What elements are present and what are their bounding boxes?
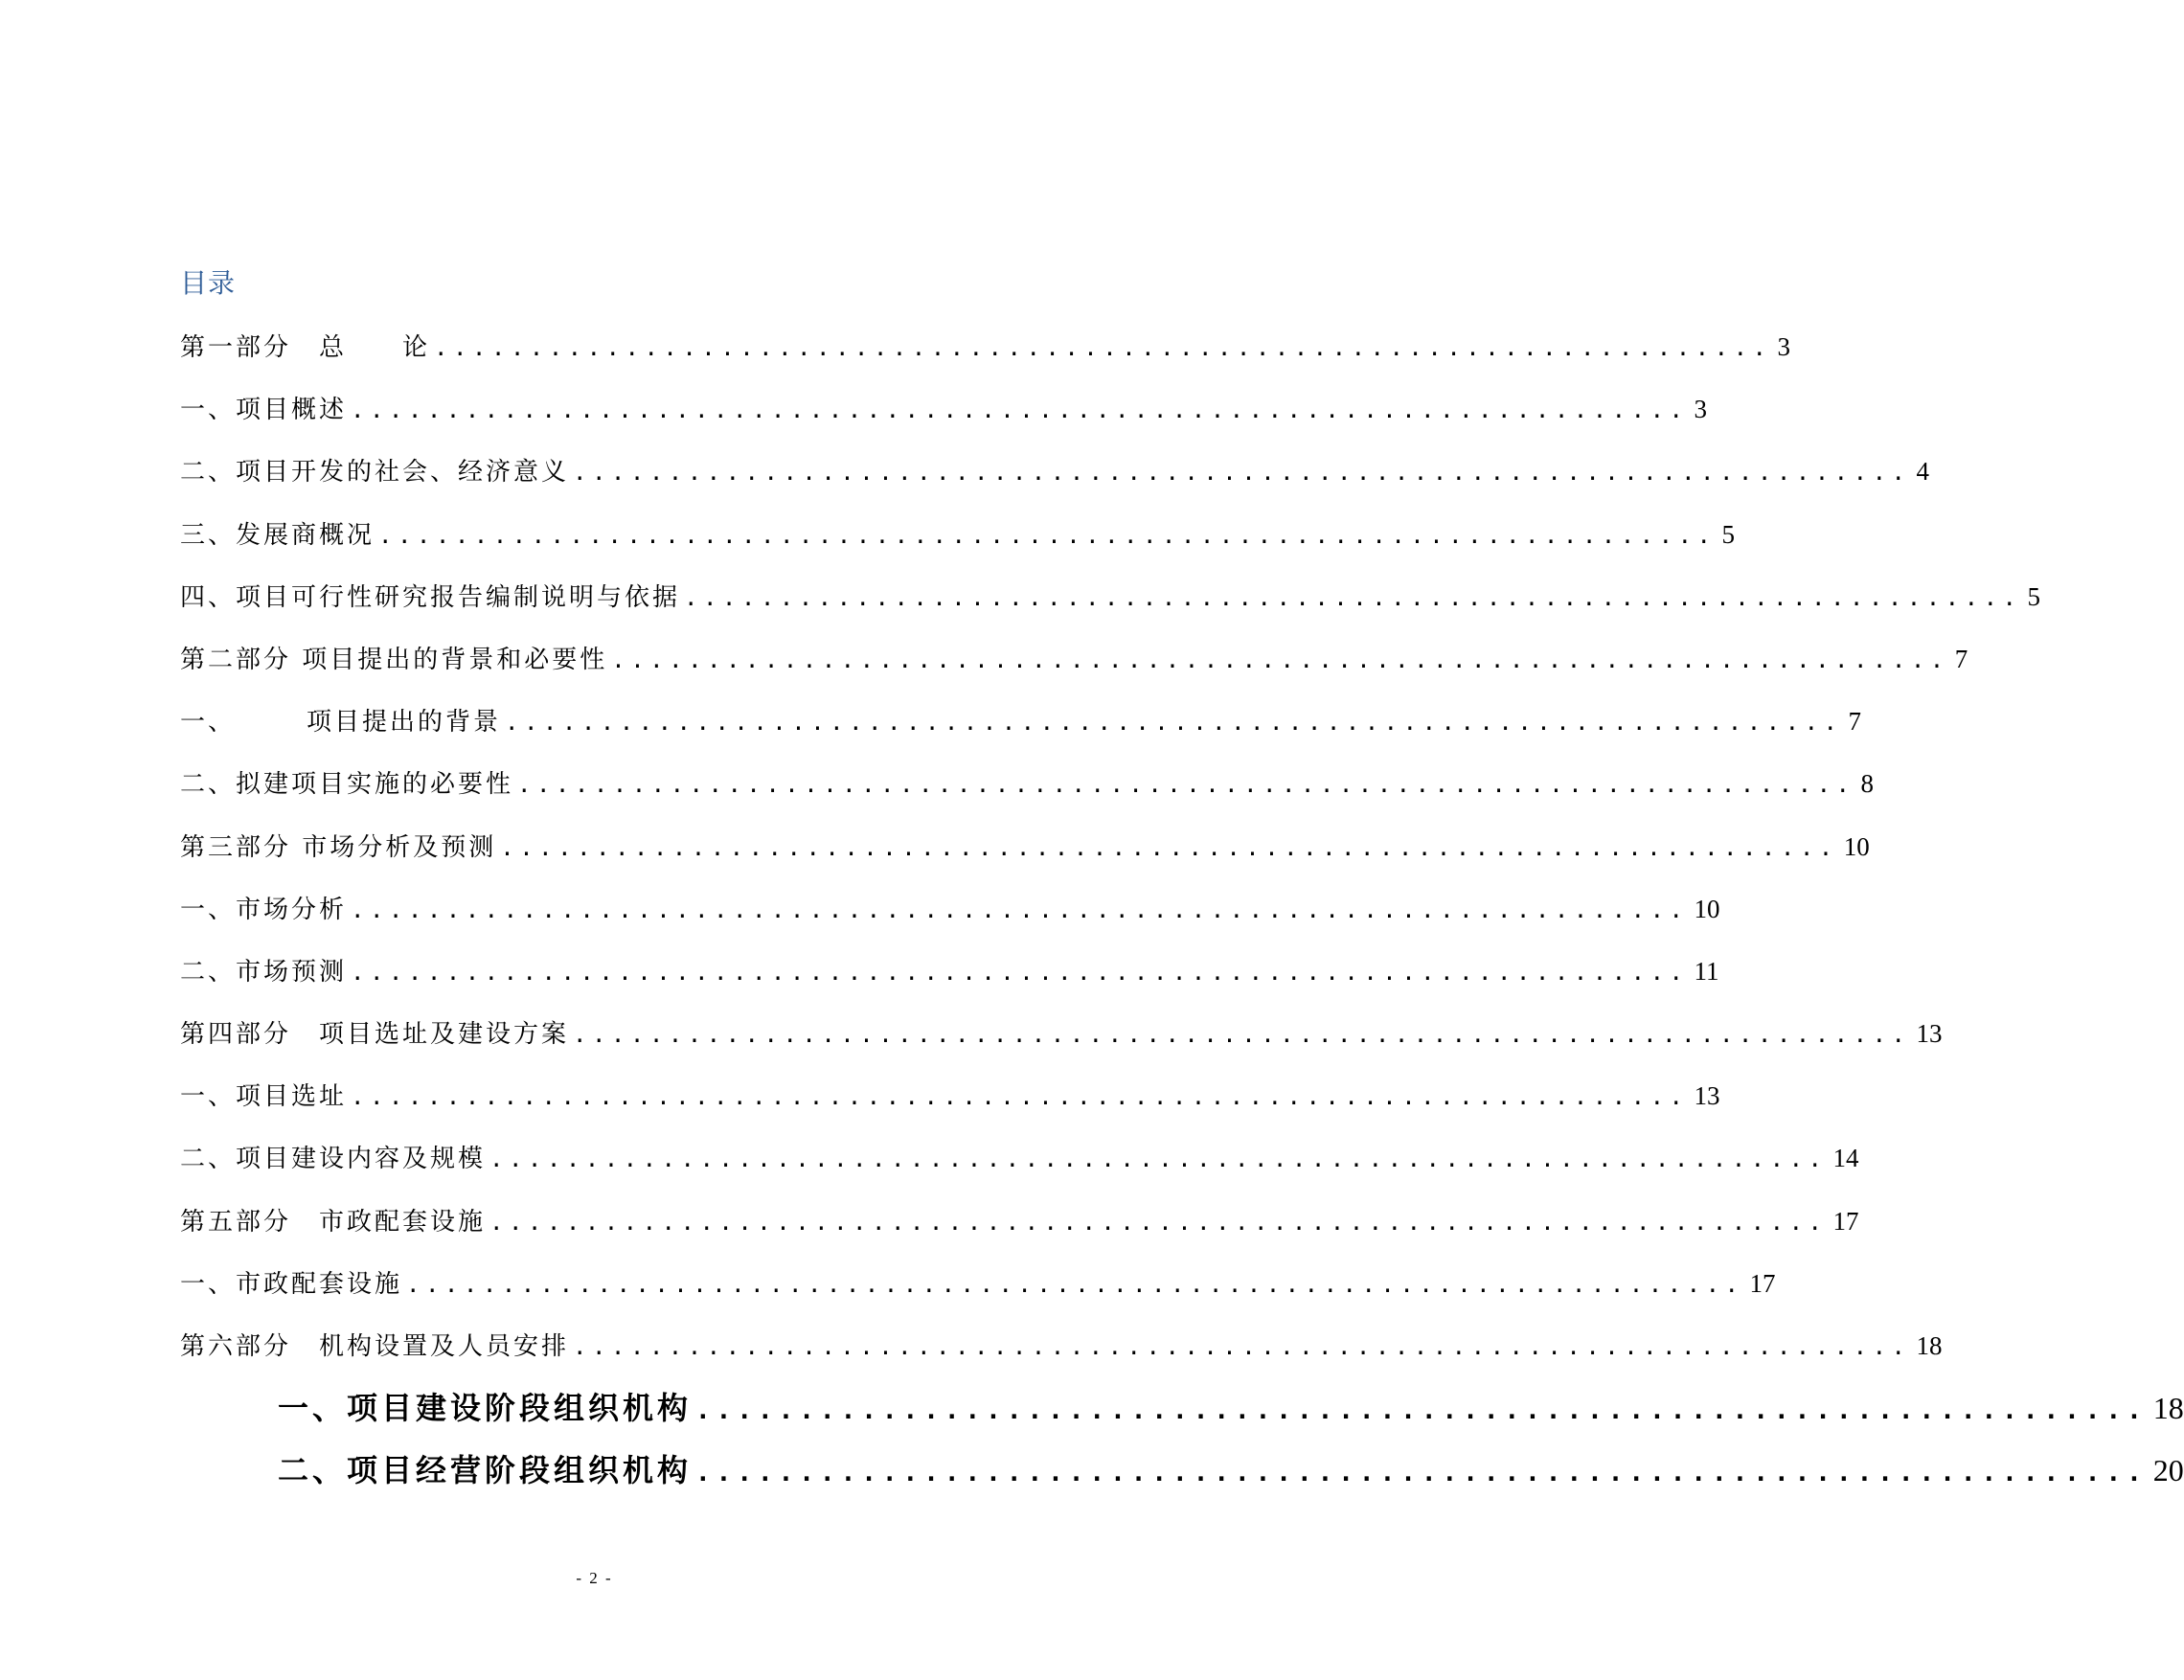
toc-entry-label: 一、项目建设阶段组织机构: [278, 1390, 693, 1427]
toc-entry[interactable]: [180, 579, 2040, 642]
toc-entry-page: 5: [2027, 581, 2040, 611]
toc-entry-page: 10: [1843, 831, 1870, 861]
toc-entry-page: 3: [1694, 395, 1707, 424]
toc-entry-page: 3: [1777, 332, 1790, 361]
toc-entry-page: 20: [2152, 1453, 2184, 1488]
toc-entry-page: 10: [1694, 894, 1720, 923]
toc-leader-dots: ......................................................................: [406, 1270, 1744, 1298]
toc-entry-label: 二、项目建设内容及规模: [180, 1145, 487, 1174]
toc-entry-page: 18: [2152, 1391, 2184, 1426]
toc-entry[interactable]: [180, 329, 1790, 392]
toc-entry-page: 17: [1832, 1206, 1859, 1236]
toc-leader-dots: ......................................................................: [505, 709, 1843, 737]
toc-entry[interactable]: [180, 1328, 1943, 1391]
toc-entry-label: 三、发展商概况: [180, 520, 375, 550]
toc-leader-dots: ......................................................................: [695, 1396, 2148, 1426]
toc-entry-label: 二、拟建项目实施的必要性: [180, 770, 514, 800]
toc-entry[interactable]: [180, 892, 1720, 954]
toc-leader-dots: ......................................................................: [351, 958, 1689, 986]
toc-entry[interactable]: [180, 704, 1861, 766]
toc-leader-dots: ......................................................................: [573, 1021, 1911, 1049]
toc-leader-dots: ......................................................................: [500, 833, 1838, 861]
toc-entry[interactable]: [180, 829, 1870, 892]
toc-entry[interactable]: [180, 1266, 1776, 1328]
toc-entry-label: 一、 项目提出的背景: [180, 708, 502, 738]
toc-entry-page: 14: [1832, 1144, 1859, 1173]
toc-entry-label: 第一部分 总 论: [180, 333, 431, 362]
toc-entry[interactable]: [180, 1390, 2184, 1453]
toc-entry[interactable]: [180, 1141, 1859, 1203]
toc-entry[interactable]: [180, 1078, 1720, 1141]
toc-entry[interactable]: [180, 766, 1874, 829]
toc-entry-label: 第六部分 机构设置及人员安排: [180, 1332, 570, 1361]
toc-entry-label: 第四部分 项目选址及建设方案: [180, 1020, 570, 1050]
toc-entry[interactable]: [180, 454, 1929, 516]
toc-entry-label: 一、市场分析: [180, 895, 348, 924]
toc-entry-page: 4: [1916, 457, 1929, 487]
toc-entry-label: 四、项目可行性研究报告编制说明与依据: [180, 582, 681, 612]
toc-entry-label: 二、市场预测: [180, 957, 348, 987]
toc-leader-dots: ......................................................................: [489, 1146, 1828, 1173]
toc-entry[interactable]: [180, 517, 1735, 579]
toc-entry-page: 17: [1749, 1268, 1776, 1298]
toc-leader-dots: ......................................................................: [517, 771, 1855, 799]
toc-entry-label: 第三部分 市场分析及预测: [180, 832, 497, 862]
toc-entry-label: 二、项目经营阶段组织机构: [278, 1452, 693, 1489]
toc-leader-dots: ......................................................................: [611, 646, 1949, 673]
toc-entry-page: 7: [1954, 644, 1968, 673]
toc-entry-label: 一、市政配套设施: [180, 1269, 403, 1299]
toc-leader-dots: ......................................................................: [573, 459, 1911, 487]
toc-entry[interactable]: [180, 392, 1707, 454]
toc-entry-label: 一、项目选址: [180, 1082, 348, 1112]
toc-leader-dots: ......................................................................: [489, 1208, 1828, 1236]
toc-leader-dots: ......................................................................: [351, 1083, 1689, 1111]
toc-entry[interactable]: [180, 954, 1719, 1016]
toc-leader-dots: ......................................................................: [695, 1459, 2148, 1488]
toc-entry-label: 第五部分 市政配套设施: [180, 1207, 487, 1237]
toc-entry-page: 11: [1694, 956, 1719, 986]
toc-entry-page: 5: [1721, 519, 1735, 549]
toc-entry[interactable]: [180, 1452, 2184, 1515]
toc-entry-page: 13: [1916, 1019, 1943, 1049]
toc-entry-label: 第二部分 项目提出的背景和必要性: [180, 645, 608, 674]
page-number: - 2 -: [576, 1569, 613, 1587]
toc-entry-page: 13: [1694, 1081, 1720, 1111]
toc-entry-label: 一、项目概述: [180, 396, 348, 425]
toc-entry-page: 18: [1916, 1331, 1943, 1360]
toc-leader-dots: ......................................................................: [351, 896, 1689, 923]
toc-leader-dots: ......................................................................: [684, 583, 2022, 611]
toc-leader-dots: ......................................................................: [573, 1333, 1911, 1360]
toc-leader-dots: ......................................................................: [378, 521, 1717, 549]
toc-entry[interactable]: [180, 642, 1968, 704]
table-of-contents: [180, 329, 2184, 1516]
toc-entry-label: 二、项目开发的社会、经济意义: [180, 458, 570, 488]
toc-entry-page: 7: [1848, 707, 1861, 737]
toc-entry[interactable]: [180, 1016, 1943, 1078]
toc-entry-page: 8: [1860, 769, 1874, 799]
toc-leader-dots: ......................................................................: [351, 397, 1689, 424]
toc-leader-dots: ......................................................................: [434, 334, 1772, 361]
toc-entry[interactable]: [180, 1204, 1859, 1266]
toc-title: 目录: [180, 267, 237, 299]
